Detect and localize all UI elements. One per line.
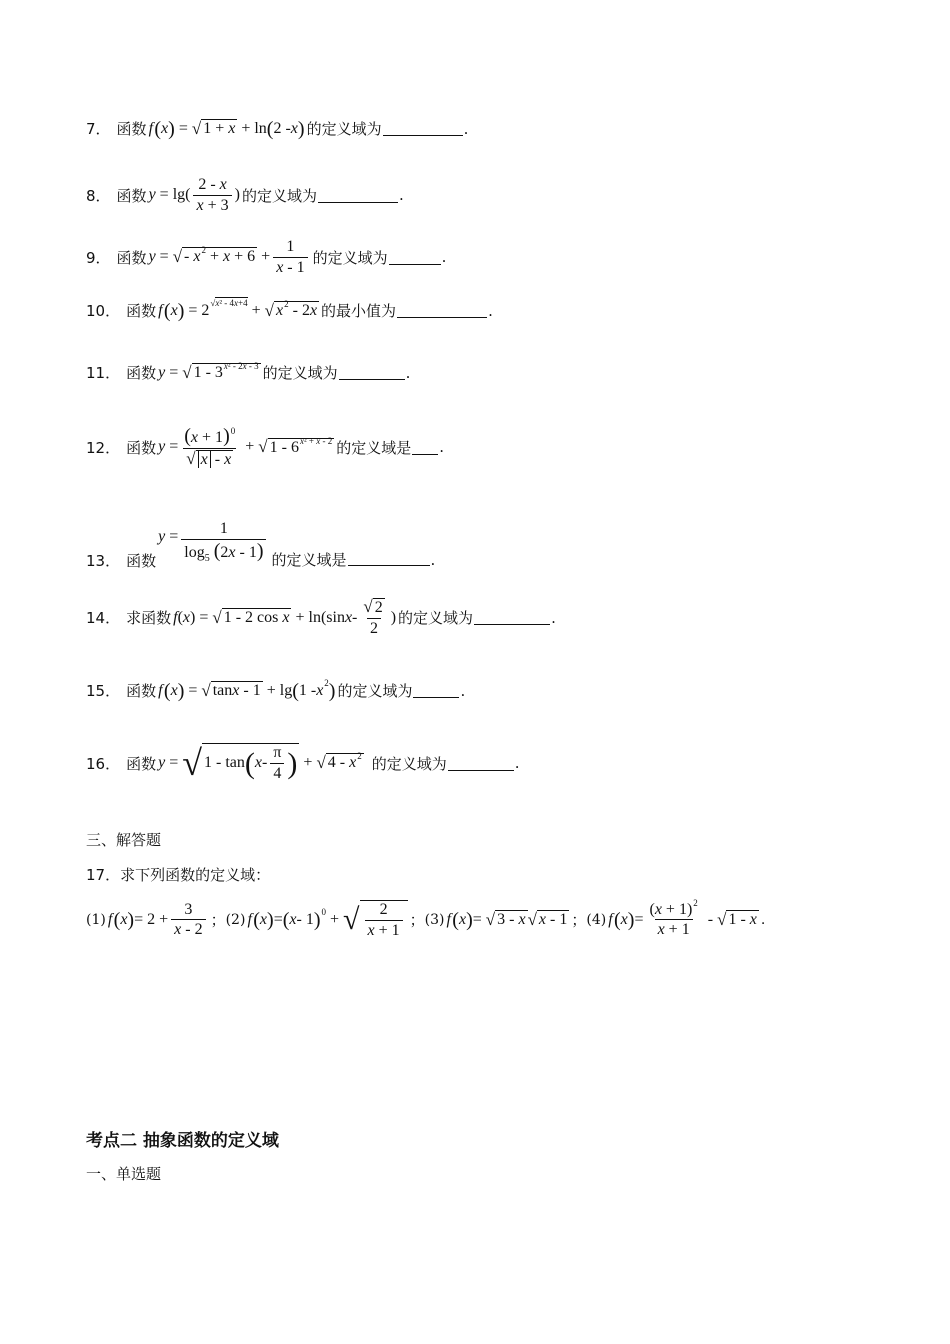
- period: .: [488, 301, 493, 320]
- formula-part-1: f ( x ) = 2 + $\frac{3}{x - 2}$: [108, 901, 209, 939]
- question-9: [86, 238, 446, 276]
- part-4-label: (4): [586, 911, 607, 928]
- answer-blank[interactable]: [318, 188, 398, 203]
- period: .: [405, 363, 411, 382]
- question-suffix: 的定义域为: [241, 186, 317, 205]
- question-7: [86, 118, 468, 139]
- formula: y = $\frac{1}{\log_5 (2x - 1)}$: [158, 520, 269, 561]
- answer-blank[interactable]: [413, 683, 459, 698]
- question-prefix: 函数: [126, 302, 157, 320]
- question-prefix: 函数: [126, 364, 157, 382]
- formula: f ( x ) = √ tanx - 1 + lg ( 1 - x 2 ): [158, 677, 336, 702]
- answer-blank[interactable]: [412, 440, 438, 455]
- question-14: [86, 598, 556, 638]
- formula: y = √ $1 - 3^{x^2 - 2x - 3}$: [158, 360, 259, 382]
- question-8: [86, 176, 404, 214]
- formula: f ( x ) = √ 1 - 2 cos x + ln(sin x - √ 2 2 ): [173, 597, 397, 638]
- separator: ；: [409, 911, 425, 930]
- formula: y = √ 1 - tan ( x - $\frac{\pi}{4}$ ) + √ $4 - x^2$: [158, 743, 362, 783]
- question-prefix: 求函数: [126, 609, 172, 628]
- question-number: 14．: [86, 609, 121, 628]
- question-15: [86, 677, 466, 702]
- question-suffix: 的定义域为: [337, 682, 413, 700]
- question-prefix: 函数: [116, 120, 147, 138]
- period: .: [460, 681, 466, 700]
- formula: f ( x ) = √ 1 + x + ln ( 2 - x ): [148, 117, 305, 140]
- answer-blank[interactable]: [474, 610, 550, 625]
- period: .: [441, 248, 447, 267]
- answer-blank[interactable]: [397, 303, 487, 318]
- question-number: 13．: [86, 552, 121, 570]
- topic-title: 考点二 抽象函数的定义域: [86, 1131, 279, 1151]
- question-prefix: 函数: [126, 438, 157, 457]
- question-suffix: 的定义域为: [262, 364, 338, 382]
- part-3-label: (3): [424, 911, 445, 928]
- question-suffix: 的定义域为: [312, 248, 388, 267]
- formula-part-2: f ( x ) = ( x - 1 ) 0 + √ $\frac{2}{x + 1}$: [247, 900, 407, 939]
- question-number: 11．: [86, 364, 121, 382]
- answer-blank[interactable]: [339, 365, 405, 380]
- formula-part-3: f ( x ) = √ 3 - x √ x - 1: [446, 908, 568, 931]
- formula-part-4: f ( x ) = $\frac{(x + 1)^2}{x + 1}$ - √ 1 - x: [608, 897, 757, 939]
- question-10: [86, 297, 493, 322]
- question-17-intro: 17．求下列函数的定义域：: [86, 866, 271, 884]
- period: .: [463, 119, 469, 138]
- question-13: [86, 510, 435, 571]
- question-number: 15．: [86, 682, 121, 700]
- answer-blank[interactable]: [389, 250, 441, 265]
- formula: y = lg( $\frac{2 - x}{x + 3}$ ): [148, 176, 240, 214]
- separator: ；: [210, 911, 226, 930]
- question-prefix: 函数: [116, 248, 147, 267]
- section-heading-3: 三、解答题: [86, 831, 162, 849]
- question-12: [86, 426, 444, 469]
- question-number: 9．: [86, 248, 111, 267]
- period: .: [514, 754, 520, 772]
- question-number: 12．: [86, 438, 121, 457]
- question-suffix: 的定义域是: [336, 438, 412, 457]
- period: .: [439, 438, 445, 457]
- question-prefix: 函数: [126, 754, 157, 773]
- answer-blank[interactable]: [383, 121, 463, 136]
- answer-blank[interactable]: [348, 551, 430, 566]
- period: .: [430, 550, 436, 569]
- question-16: [86, 742, 520, 784]
- question-number: 8．: [86, 186, 111, 205]
- question-number: 7．: [86, 120, 111, 138]
- formula: y = $(x + 1)^0$ √ x - x + √ $1 - 6^{x^2 + x - 2}$: [158, 425, 333, 468]
- question-suffix: 的定义域为: [306, 120, 382, 138]
- part-2-label: (2): [225, 911, 246, 928]
- question-11: [86, 362, 410, 383]
- question-prefix: 函数: [116, 186, 147, 205]
- period: .: [551, 608, 556, 627]
- question-number: 10．: [86, 302, 121, 320]
- question-prefix: 函数: [126, 552, 157, 570]
- formula: f ( x ) = 2 √x² - 4x+4 + √ $x^2 - 2x$: [158, 297, 318, 322]
- formula: y = √ - $x^2 + x + 6$ + $\frac{1}{x - 1}$: [149, 238, 311, 276]
- period: .: [398, 186, 404, 205]
- period: .: [760, 911, 766, 928]
- question-17-parts: [86, 897, 766, 939]
- question-suffix: 的定义域为: [371, 754, 447, 773]
- part-1-label: (1): [86, 911, 106, 928]
- question-suffix: 的最小值为: [321, 302, 397, 320]
- question-prefix: 函数: [126, 682, 157, 700]
- question-suffix: 的定义域是: [271, 551, 347, 569]
- question-number: 16．: [86, 754, 121, 773]
- section-heading-1: 一、单选题: [86, 1165, 162, 1183]
- answer-blank[interactable]: [448, 756, 514, 771]
- question-suffix: 的定义域为: [398, 609, 474, 628]
- separator: ；: [571, 911, 587, 930]
